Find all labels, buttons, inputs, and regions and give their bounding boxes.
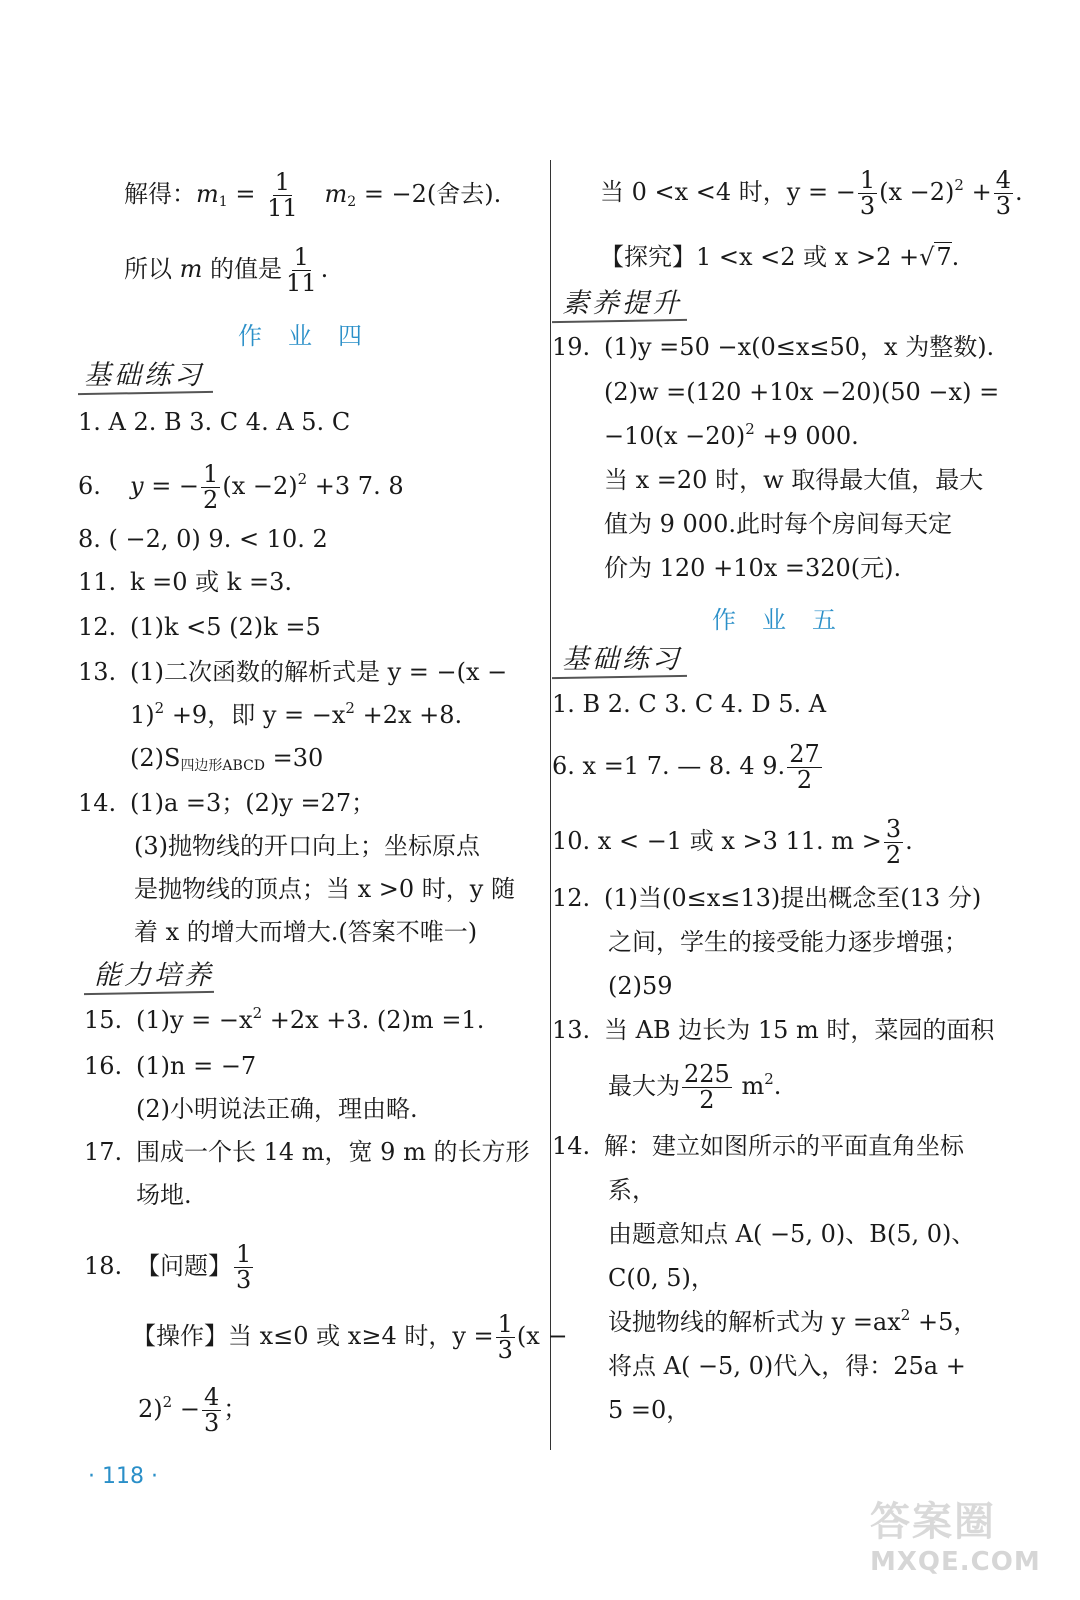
answer-b13-line1: 13. 当 AB 边长为 15 m 时，菜园的面积 xyxy=(552,1016,995,1044)
operation-line-continued: 当 0 <x <4 时，y = − $\frac{1}{3}$ $(x -2)^2$ + $\frac{4}{3}$ . xyxy=(600,166,1023,221)
basic-practice-heading: 基础练习 xyxy=(84,360,204,391)
answer-11: 11. k =0 或 k =3. xyxy=(78,568,292,596)
solve-line: 解得：$m_1$ = $\frac{1}{11}$ $m_2 = -2$(舍去). xyxy=(124,168,502,223)
answer-17-line1: 17. 围成一个长 14 m，宽 9 m 的长方形 xyxy=(84,1138,530,1166)
fraction: $\frac{1}{11}$ xyxy=(267,168,298,223)
fraction: $\frac{1}{3}$ xyxy=(236,1240,252,1295)
heading-underline xyxy=(552,319,687,323)
fraction: $\frac{1}{3}$ xyxy=(497,1310,513,1365)
ability-heading: 能力培养 xyxy=(94,960,214,991)
column-divider xyxy=(550,160,551,1450)
answer-1-5: 1. A 2. B 3. C 4. A 5. C xyxy=(78,408,351,436)
answer-14-line3: 是抛物线的顶点；当 x >0 时，y 随 xyxy=(134,875,515,903)
heading-underline xyxy=(552,675,687,679)
answer-b14-line4: C(0, 5)， xyxy=(608,1264,715,1292)
answer-b10-11: 10. x < −1 或 x >3 11. m > $\frac{3}{2}$ . xyxy=(552,815,913,870)
fraction: $\frac{3}{2}$ xyxy=(885,815,902,870)
answer-19-line1: 19. (1)y =50 −x(0≤x≤50，x 为整数). xyxy=(552,333,995,361)
answer-b14-line2: 系， xyxy=(608,1176,656,1204)
answer-14-line2: (3)抛物线的开口向上；坐标原点 xyxy=(134,832,480,860)
answer-b14-line7: 5 =0， xyxy=(608,1396,691,1424)
answer-b14-line1: 14. 解：建立如图所示的平面直角坐标 xyxy=(552,1132,964,1160)
answer-16-line1: 16. (1)n = −7 xyxy=(84,1052,257,1080)
answer-b14-line3: 由题意知点 A( −5, 0)、B(5, 0)、 xyxy=(608,1220,976,1248)
fraction: $\frac{4}{3}$ xyxy=(995,166,1011,221)
quality-heading: 素养提升 xyxy=(562,288,682,319)
conclusion-line: 所以 m 的值是 $\frac{1}{11}$ . xyxy=(124,243,329,298)
fraction: $\frac{1}{3}$ xyxy=(859,166,876,221)
fraction: $\frac{1}{11}$ xyxy=(286,243,317,298)
answer-14-line4: 着 x 的增大而增大.(答案不唯一) xyxy=(134,918,478,946)
answer-8-10: 8. ( −2, 0) 9. < 10. 2 xyxy=(78,525,328,553)
heading-underline xyxy=(84,991,214,995)
fraction: $\frac{1}{2}$ xyxy=(203,460,219,515)
answer-6-7: 6. y = − $\frac{1}{2}$ $(x -2)^2 +3$ 7. 8 xyxy=(78,460,404,515)
answer-18-line2: 【操作】当 x≤0 或 x≥4 时，y = $\frac{1}{3}$ (x − xyxy=(132,1310,568,1365)
answer-12: 12. (1)k <5 (2)k =5 xyxy=(78,613,321,641)
basic-practice-heading: 基础练习 xyxy=(562,644,682,675)
watermark xyxy=(870,1490,1060,1590)
watermark-url: MXQE.COM xyxy=(870,1547,1041,1577)
fraction: $\frac{225}{2}$ xyxy=(684,1060,730,1115)
answer-19-line5: 值为 9 000.此时每个房间每天定 xyxy=(604,510,952,538)
answer-15: 15. $(1)y = -x^2 +2x +3$. (2)m =1. xyxy=(84,1004,485,1034)
page-number: · 118 · xyxy=(88,1464,158,1489)
answer-b12-line3: (2)59 xyxy=(608,972,673,1000)
answer-b6-9: 6. x =1 7. — 8. 4 9. $\frac{27}{2}$ xyxy=(552,740,820,795)
answer-b1-5: 1. B 2. C 3. C 4. D 5. A xyxy=(552,690,827,718)
answer-b13-line2: 最大为 $\frac{225}{2}$ $m^2$. xyxy=(608,1060,782,1115)
heading-underline xyxy=(78,391,213,395)
answer-18-line3: 2)$^2$ − $\frac{4}{3}$ ； xyxy=(138,1383,248,1438)
answer-19-line4: 当 x =20 时，w 取得最大值，最大 xyxy=(604,466,984,494)
answer-19-line6: 价为 120 +10x =320(元). xyxy=(604,554,902,582)
explore-line: 【探究】1 <x <2 或 x >2 +√7. xyxy=(600,243,960,271)
answer-b12-line1: 12. (1)当(0≤x≤13)提出概念至(13 分) xyxy=(552,884,982,912)
answer-b14-line6: 将点 A( −5, 0)代入，得：25a + xyxy=(608,1352,966,1380)
section-title-four: 作业四 xyxy=(238,322,388,350)
answer-14-line1: 14. (1)a =3；(2)y =27； xyxy=(78,789,376,817)
answer-13-line3: $(2)S_{四边形ABCD} =30$ xyxy=(130,744,324,774)
section-title-five: 作业五 xyxy=(712,606,862,634)
answer-19-line3: $-10(x -20)^2 +9$ 000. xyxy=(604,420,859,450)
answer-13-line1: 13. (1)二次函数的解析式是 y = −(x − xyxy=(78,658,508,686)
answer-18-line1: 18. 【问题】 $\frac{1}{3}$ xyxy=(84,1240,252,1295)
answer-17-line2: 场地. xyxy=(136,1181,192,1209)
answer-19-line2: (2)w =(120 +10x −20)(50 −x) = xyxy=(604,378,1000,406)
answer-13-line2: 1)$^2$ +9，即 $y = -x^2 +2x +8$. xyxy=(130,699,463,729)
watermark-logo-text: 答案圈 xyxy=(870,1499,996,1545)
fraction: $\frac{4}{3}$ xyxy=(203,1383,220,1438)
fraction: $\frac{27}{2}$ xyxy=(789,740,820,795)
answer-b12-line2: 之间，学生的接受能力逐步增强； xyxy=(608,928,968,956)
answer-b14-line5: 设抛物线的解析式为 $y =ax^2 +5$， xyxy=(608,1306,978,1336)
answer-16-line2: (2)小明说法正确，理由略. xyxy=(136,1095,418,1123)
